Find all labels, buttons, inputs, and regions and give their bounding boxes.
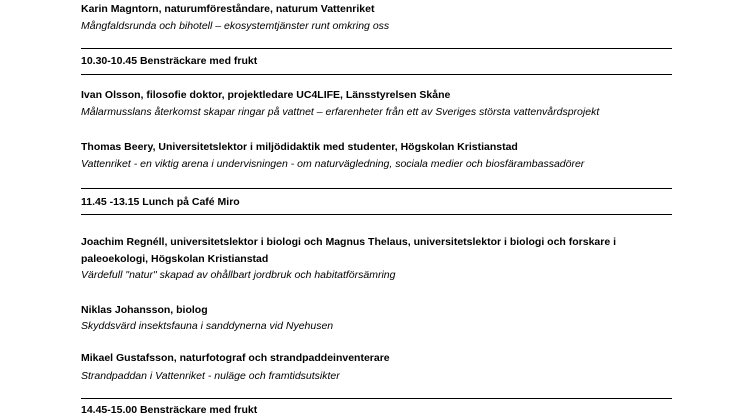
section-divider [81,398,672,399]
break-label: 11.45 -13.15 Lunch på Café Miro [81,196,240,208]
speaker-line: paleoekologi, Högskolan Kristianstad [81,253,269,265]
break-label: 14.45-15.00 Bensträckare med frukt [81,404,258,416]
section-divider [81,74,672,75]
section-divider [81,48,672,49]
speaker-line: Niklas Johansson, biolog [81,304,208,316]
talk-title: Vattenriket - en viktig arena i undervisningen - om naturvägledning, sociala medier och biosfärambassadörer [81,158,585,170]
talk-title: Skyddsvärd insektsfauna i sanddynerna vid Nyehusen [81,320,334,332]
speaker-line: Karin Magntorn, naturumföreståndare, naturum Vattenriket [81,3,375,15]
speaker-line: Thomas Beery, Universitetslektor i miljödidaktik med studenter, Högskolan Kristianstad [81,141,518,153]
talk-title: Värdefull "natur" skapad av ohållbart jordbruk och habitatförsämring [81,269,396,281]
section-divider [81,188,672,189]
section-divider [81,214,672,215]
break-label: 10.30-10.45 Bensträckare med frukt [81,55,258,67]
speaker-line: Ivan Olsson, filosofie doktor, projektledare UC4LIFE, Länsstyrelsen Skåne [81,89,451,101]
talk-title: Strandpaddan i Vattenriket - nuläge och framtidsutsikter [81,370,340,382]
talk-title: Mångfaldsrunda och bihotell – ekosystemtjänster runt omkring oss [81,20,390,32]
speaker-line: Mikael Gustafsson, naturfotograf och strandpaddeinventerare [81,352,390,364]
talk-title: Målarmusslans återkomst skapar ringar på vattnet – erfarenheter från ett av Sveriges största vattenvårdsprojekt [81,106,600,118]
speaker-line: Joachim Regnéll, universitetslektor i biologi och Magnus Thelaus, universitetslektor i biologi och forskare i [81,236,617,248]
